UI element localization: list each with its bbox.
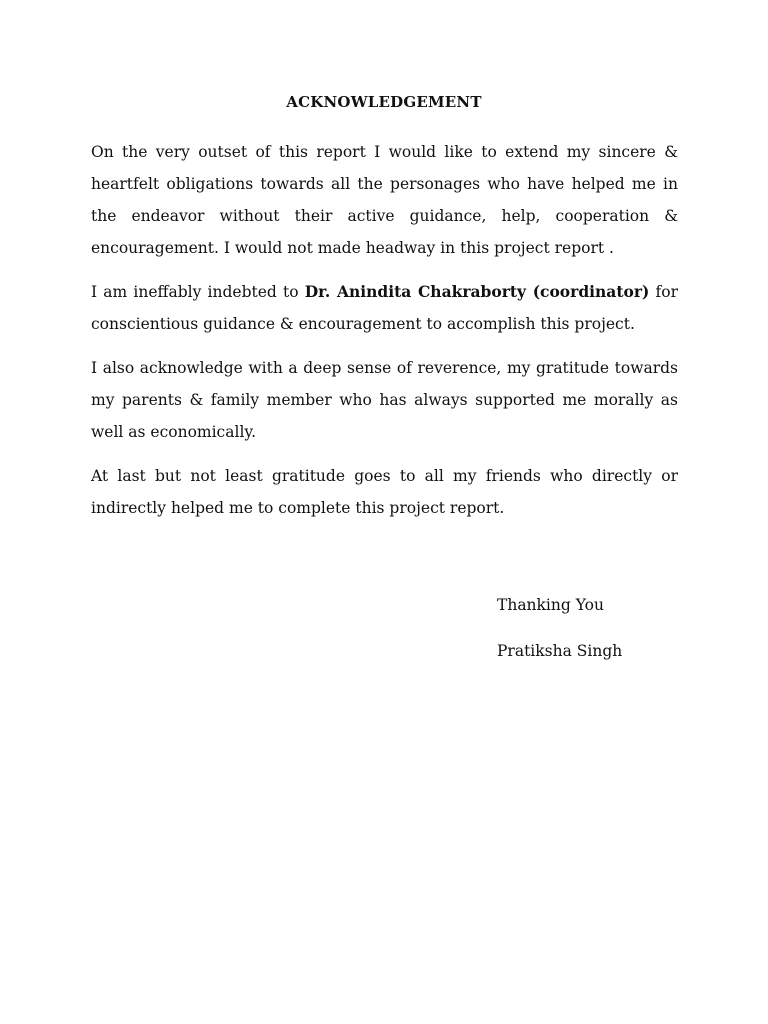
document-body <box>91 136 678 536</box>
paragraph-indebted-rest: for conscientious guidance & encouragement to accomplish this project. <box>91 283 679 333</box>
paragraph-indebted <box>91 276 678 340</box>
signature-name: Pratiksha Singh <box>497 642 623 660</box>
closing-block <box>497 582 622 674</box>
paragraph-friends: At last but not least gratitude goes to all my friends who directly or indirectly helped me to complete this project report. <box>91 467 678 517</box>
closing-line: Thanking You <box>497 596 604 614</box>
paragraph-family: I also acknowledge with a deep sense of reverence, my gratitude towards my parents & family member who has always supported me morally as well as economically. <box>91 359 678 441</box>
coordinator-name: Dr. Anindita Chakraborty (coordinator) <box>304 282 650 301</box>
paragraph-outset: On the very outset of this report I would like to extend my sincere & heartfelt obligations towards all the personages who have helped me in the endeavor without their active guidance, help, cooperation & encouragement. I would not made headway in this project report . <box>91 143 678 257</box>
paragraph-indebted-intro: I am ineffably indebted to <box>91 283 305 301</box>
page-title: ACKNOWLEDGEMENT <box>286 93 482 111</box>
